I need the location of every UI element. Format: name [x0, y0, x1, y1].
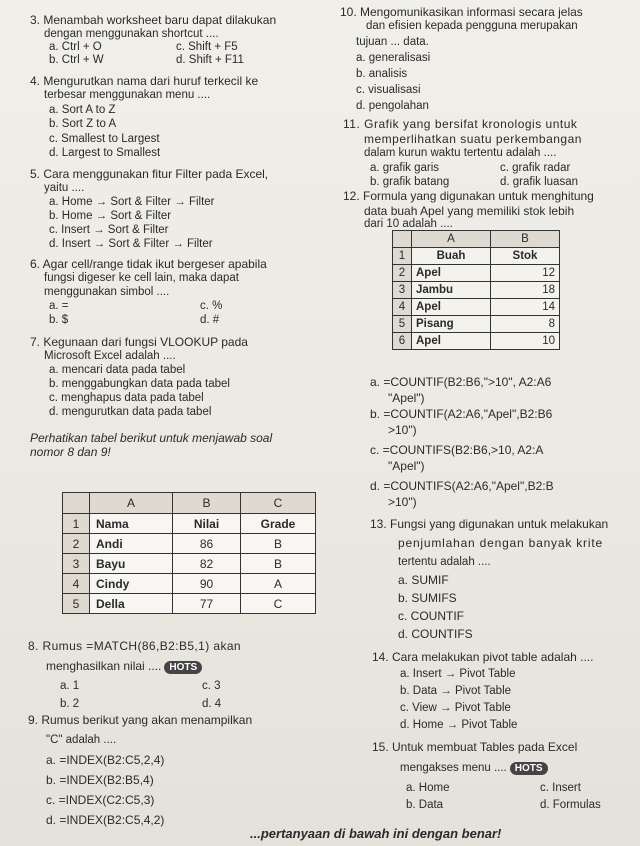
- q13-option-d: d. COUNTIFS: [398, 627, 473, 641]
- q12-option-c-1: c. =COUNTIFS(B2:B6,>10, A2:A: [370, 443, 544, 457]
- q6-option-c: c. %: [200, 300, 223, 312]
- hots-badge: HOTS: [164, 661, 202, 674]
- row-number: 2: [393, 265, 412, 282]
- q14-stem-1: 14. Cara melakukan pivot table adalah ....: [372, 650, 594, 664]
- row-number: 5: [393, 316, 412, 333]
- q10-stem-2: dan efisien kepada pengguna merupakan: [366, 20, 578, 32]
- q12-stem-3: dari 10 adalah ....: [364, 218, 453, 230]
- q14-option-b: b. Data → Pivot Table: [400, 685, 512, 697]
- grade-table-col-a: A: [90, 493, 173, 514]
- table-cell: 86: [173, 534, 241, 554]
- q4-stem-1: 4. Mengurutkan nama dari huruf terkecil ke: [30, 74, 259, 88]
- table-cell: 82: [173, 554, 241, 574]
- fruit-table: [392, 230, 560, 350]
- q3-stem-1: 3. Menambah worksheet baru dapat dilakukan: [30, 13, 277, 27]
- table-cell: Buah: [412, 248, 491, 265]
- q9-option-b: b. =INDEX(B2:B5,4): [46, 773, 154, 787]
- table-row: [393, 299, 560, 316]
- q3-option-d: d. Shift + F11: [176, 54, 244, 66]
- q8-stem-2: menghasilkan nilai ....: [46, 659, 162, 673]
- q9-stem-1: 9. Rumus berikut yang akan menampilkan: [28, 713, 253, 727]
- q6-stem-2: fungsi digeser ke cell lain, maka dapat: [44, 272, 239, 284]
- row-number: 6: [393, 333, 412, 350]
- q4-option-b: b. Sort Z to A: [49, 118, 117, 130]
- q8-option-b: b. 2: [60, 698, 80, 710]
- table-cell: Della: [90, 594, 173, 614]
- q4-stem-2: terbesar menggunakan menu ....: [44, 89, 211, 101]
- q15-option-b: b. Data: [406, 799, 444, 811]
- row-number: 1: [393, 248, 412, 265]
- row-number: 2: [63, 534, 90, 554]
- q11-stem-1: 11. Grafik yang bersifat kronologis untuk: [343, 117, 578, 131]
- table-cell: 8: [491, 316, 560, 333]
- table-row: [63, 534, 316, 554]
- q15-option-c: c. Insert: [540, 782, 581, 794]
- q10-option-a: a. generalisasi: [356, 52, 431, 64]
- table-cell: Apel: [412, 299, 491, 316]
- q12-option-a-1: a. =COUNTIF(B2:B6,">10", A2:A6: [370, 375, 552, 389]
- q12-option-a-2: "Apel"): [388, 391, 425, 405]
- q12-option-d-2: >10"): [388, 495, 417, 509]
- q3-option-b: b. Ctrl + W: [49, 54, 104, 66]
- table-row: [393, 265, 560, 282]
- row-number: 4: [63, 574, 90, 594]
- q7-stem-2: Microsoft Excel adalah ....: [44, 350, 176, 362]
- q9-option-c: c. =INDEX(C2:C5,3): [46, 793, 155, 807]
- table-cell: B: [241, 534, 316, 554]
- table-cell: Jambu: [412, 282, 491, 299]
- table-cell: A: [241, 574, 316, 594]
- q11-option-c: c. grafik radar: [500, 162, 571, 174]
- q5-stem-1: 5. Cara menggunakan fitur Filter pada Excel,: [30, 167, 269, 181]
- q9-option-a: a. =INDEX(B2:C5,2,4): [46, 753, 165, 767]
- q3-option-c: c. Shift + F5: [176, 41, 238, 53]
- table-cell: Pisang: [412, 316, 491, 333]
- q6-option-a: a. =: [49, 300, 69, 312]
- table-row: [393, 282, 560, 299]
- q5-option-a: a. Home → Sort & Filter → Filter: [49, 196, 215, 208]
- table-row: [63, 574, 316, 594]
- q15-option-d: d. Formulas: [540, 799, 601, 811]
- q8-stem-1: 8. Rumus =MATCH(86,B2:B5,1) akan: [28, 639, 241, 653]
- q6-option-d: d. #: [200, 314, 220, 326]
- q9-stem-2: "C" adalah ....: [46, 734, 117, 746]
- fruit-table-corner: [393, 231, 412, 248]
- q11-option-a: a. grafik garis: [370, 162, 440, 174]
- q10-stem-3: tujuan ... data.: [356, 36, 429, 48]
- q11-stem-3: dalam kurun waktu tertentu adalah ....: [364, 147, 557, 159]
- grade-table-header-row: [63, 493, 316, 514]
- q4-option-d: d. Largest to Smallest: [49, 147, 161, 159]
- q12-option-b-1: b. =COUNTIF(A2:A6,"Apel",B2:B6: [370, 407, 553, 421]
- table-row: [63, 514, 316, 534]
- table-cell: Nama: [90, 514, 173, 534]
- q5-option-d: d. Insert → Sort & Filter → Filter: [49, 238, 213, 250]
- q14-option-d: d. Home → Pivot Table: [400, 719, 518, 731]
- q7-option-d: d. mengurutkan data pada tabel: [49, 406, 212, 418]
- table-cell: Bayu: [90, 554, 173, 574]
- q10-option-b: b. analisis: [356, 68, 408, 80]
- q13-stem-2: penjumlahan dengan banyak krite: [398, 536, 603, 550]
- q11-option-d: d. grafik luasan: [500, 176, 578, 188]
- table-cell: 10: [491, 333, 560, 350]
- grade-table-col-c: C: [241, 493, 316, 514]
- q13-option-b: b. SUMIFS: [398, 591, 457, 605]
- q6-option-b: b. $: [49, 314, 69, 326]
- table-cell: 14: [491, 299, 560, 316]
- table-cell: Grade: [241, 514, 316, 534]
- q5-option-c: c. Insert → Sort & Filter: [49, 224, 169, 236]
- fruit-table-header-row: [393, 231, 560, 248]
- fruit-table-col-b: B: [491, 231, 560, 248]
- table-cell: Apel: [412, 265, 491, 282]
- grade-table-corner: [63, 493, 90, 514]
- table-cell: 18: [491, 282, 560, 299]
- q8-option-d: d. 4: [202, 698, 222, 710]
- q14-option-c: c. View → Pivot Table: [400, 702, 511, 714]
- q8-option-c: c. 3: [202, 680, 221, 692]
- table-cell: C: [241, 594, 316, 614]
- fruit-table-col-a: A: [412, 231, 491, 248]
- table-cell: B: [241, 554, 316, 574]
- q12-stem-1: 12. Formula yang digunakan untuk menghitung: [343, 189, 594, 203]
- table-row: [393, 333, 560, 350]
- q3-option-a: a. Ctrl + O: [49, 41, 102, 53]
- q15-stem-2-wrap: [400, 762, 548, 775]
- q15-option-a: a. Home: [406, 782, 450, 794]
- q12-stem-2: data buah Apel yang memiliki stok lebih: [364, 204, 575, 218]
- table-row: [393, 248, 560, 265]
- row-number: 1: [63, 514, 90, 534]
- q4-option-c: c. Smallest to Largest: [49, 133, 160, 145]
- q6-stem-3: menggunakan simbol ....: [44, 286, 170, 298]
- q13-option-a: a. SUMIF: [398, 573, 449, 587]
- q12-option-d-1: d. =COUNTIFS(A2:A6,"Apel",B2:B: [370, 479, 554, 493]
- q10-stem-1: 10. Mengomunikasikan informasi secara jelas: [340, 5, 583, 19]
- q10-option-c: c. visualisasi: [356, 84, 421, 96]
- q5-option-b: b. Home → Sort & Filter: [49, 210, 172, 222]
- row-number: 5: [63, 594, 90, 614]
- table-row: [63, 594, 316, 614]
- hots-badge: HOTS: [510, 762, 548, 775]
- q12-option-b-2: >10"): [388, 423, 417, 437]
- table-cell: Apel: [412, 333, 491, 350]
- table-cell: Cindy: [90, 574, 173, 594]
- row-number: 3: [63, 554, 90, 574]
- table-cell: 90: [173, 574, 241, 594]
- row-number: 4: [393, 299, 412, 316]
- q7-option-b: b. menggabungkan data pada tabel: [49, 378, 230, 390]
- q9-option-d: d. =INDEX(B2:C5,4,2): [46, 813, 165, 827]
- table-cell: 12: [491, 265, 560, 282]
- q3-stem-2: dengan menggunakan shortcut ....: [44, 28, 219, 40]
- table-cell: Nilai: [173, 514, 241, 534]
- table-cell: 77: [173, 594, 241, 614]
- q15-stem-2: mengakses menu ....: [400, 762, 507, 774]
- q13-option-c: c. COUNTIF: [398, 609, 464, 623]
- table-cell: Andi: [90, 534, 173, 554]
- instruction-line-2: nomor 8 dan 9!: [30, 445, 111, 459]
- q4-option-a: a. Sort A to Z: [49, 104, 116, 116]
- q10-option-d: d. pengolahan: [356, 100, 429, 112]
- grade-table-col-b: B: [173, 493, 241, 514]
- q8-stem-2-wrap: [46, 660, 202, 674]
- footer-instruction: ...pertanyaan di bawah ini dengan benar!: [250, 826, 502, 841]
- q15-stem-1: 15. Untuk membuat Tables pada Excel: [372, 740, 578, 754]
- table-cell: Stok: [491, 248, 560, 265]
- table-row: [63, 554, 316, 574]
- q12-option-c-2: "Apel"): [388, 459, 425, 473]
- q11-option-b: b. grafik batang: [370, 176, 450, 188]
- q13-stem-3: tertentu adalah ....: [398, 556, 491, 568]
- q7-option-c: c. menghapus data pada tabel: [49, 392, 204, 404]
- q5-stem-2: yaitu ....: [44, 182, 85, 194]
- row-number: 3: [393, 282, 412, 299]
- q7-stem-1: 7. Kegunaan dari fungsi VLOOKUP pada: [30, 335, 248, 349]
- instruction-line-1: Perhatikan tabel berikut untuk menjawab soal: [30, 431, 273, 445]
- q7-option-a: a. mencari data pada tabel: [49, 364, 186, 376]
- q14-option-a: a. Insert → Pivot Table: [400, 668, 516, 680]
- grade-table: [62, 492, 316, 614]
- q11-stem-2: memperlihatkan suatu perkembangan: [364, 132, 582, 146]
- table-row: [393, 316, 560, 333]
- q6-stem-1: 6. Agar cell/range tidak ikut bergeser apabila: [30, 257, 267, 271]
- q8-option-a: a. 1: [60, 680, 80, 692]
- q13-stem-1: 13. Fungsi yang digunakan untuk melakukan: [370, 517, 609, 531]
